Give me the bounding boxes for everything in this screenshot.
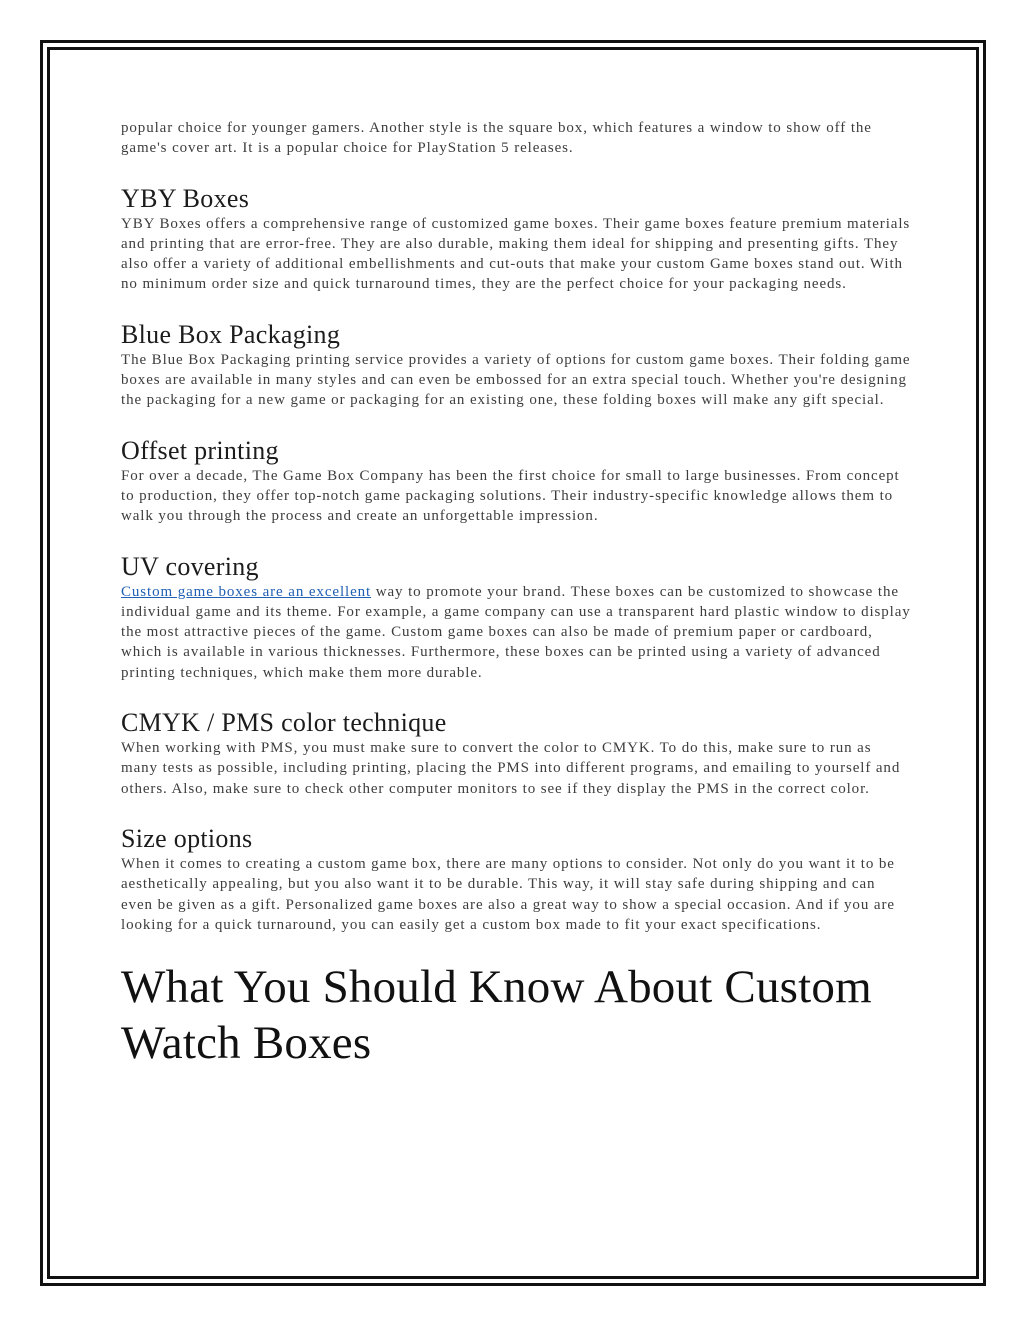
section-paragraph: When it comes to creating a custom game box, there are many options to consider. Not only do you want it to be aesthetically appealing, but you also want it to be durable. This way, it will stay safe during shipping and can even be given as a gift. Personalized game boxes are also a great way to show a special occasion. And if you are looking for a quick turnaround, you can easily get a custom box made to fit your exact specifications. — [121, 855, 895, 933]
section-heading: YBY Boxes — [121, 183, 250, 213]
section-paragraph — [121, 582, 911, 683]
custom-game-boxes-link[interactable]: Custom game boxes are an excellent — [121, 583, 372, 600]
section-heading: UV covering — [121, 551, 259, 581]
section-heading: CMYK / PMS color technique — [121, 708, 447, 738]
section-offset-printing — [121, 436, 911, 527]
intro-paragraph: popular choice for younger gamers. Another style is the square box, which features a window to show off the game's cover art. It is a popular choice for PlayStation 5 releases. — [121, 120, 872, 157]
section-paragraph: The Blue Box Packaging printing service provides a variety of options for custom game boxes. Their folding game boxes are available in many styles and can even be embossed for an extra special touch. Whether you're designing the packaging for a new game or packaging for an existing one, these folding boxes will make any gift special. — [121, 351, 911, 409]
section-paragraph: When working with PMS, you must make sure to convert the color to CMYK. To do this, make sure to run as many tests as possible, including printing, placing the PMS into different programs, and emailing to yourself and others. Also, make sure to check other computer monitors to see if they display the PMS in the correct color. — [121, 740, 901, 797]
section-blue-box-packaging — [121, 320, 911, 411]
main-heading: What You Should Know About Custom Watch Boxes — [121, 961, 872, 1070]
section-size-options — [121, 824, 911, 935]
section-heading: Size options — [121, 823, 253, 853]
section-paragraph: YBY Boxes offers a comprehensive range of customized game boxes. Their game boxes feature premium materials and printing that are error-free. They are also durable, making them ideal for shipping and presenting gifts. They also offer a variety of additional embellishments and cut-outs that make your custom Game boxes stand out. With no minimum order size and quick turnaround times, they are the perfect choice for your packaging needs. — [121, 215, 911, 293]
document-content — [121, 118, 911, 1071]
section-cmyk-pms — [121, 708, 911, 799]
section-paragraph-text: way to promote your brand. These boxes can be customized to showcase the individual game and its theme. For example, a game company can use a transparent hard plastic window to display the most attractive pieces of the game. Custom game boxes can also be made of premium paper or cardboard, which is available in various thicknesses. Furthermore, these boxes can be printed using a variety of advanced printing techniques, which make them more durable. — [121, 583, 911, 681]
section-paragraph: For over a decade, The Game Box Company has been the first choice for small to large businesses. From concept to production, they offer top-notch game packaging solutions. Their industry-specific knowledge allows them to walk you through the process and create an unforgettable impression. — [121, 467, 900, 525]
section-heading: Blue Box Packaging — [121, 319, 341, 349]
section-uv-covering — [121, 552, 911, 683]
section-yby-boxes — [121, 184, 911, 295]
section-heading: Offset printing — [121, 435, 279, 465]
